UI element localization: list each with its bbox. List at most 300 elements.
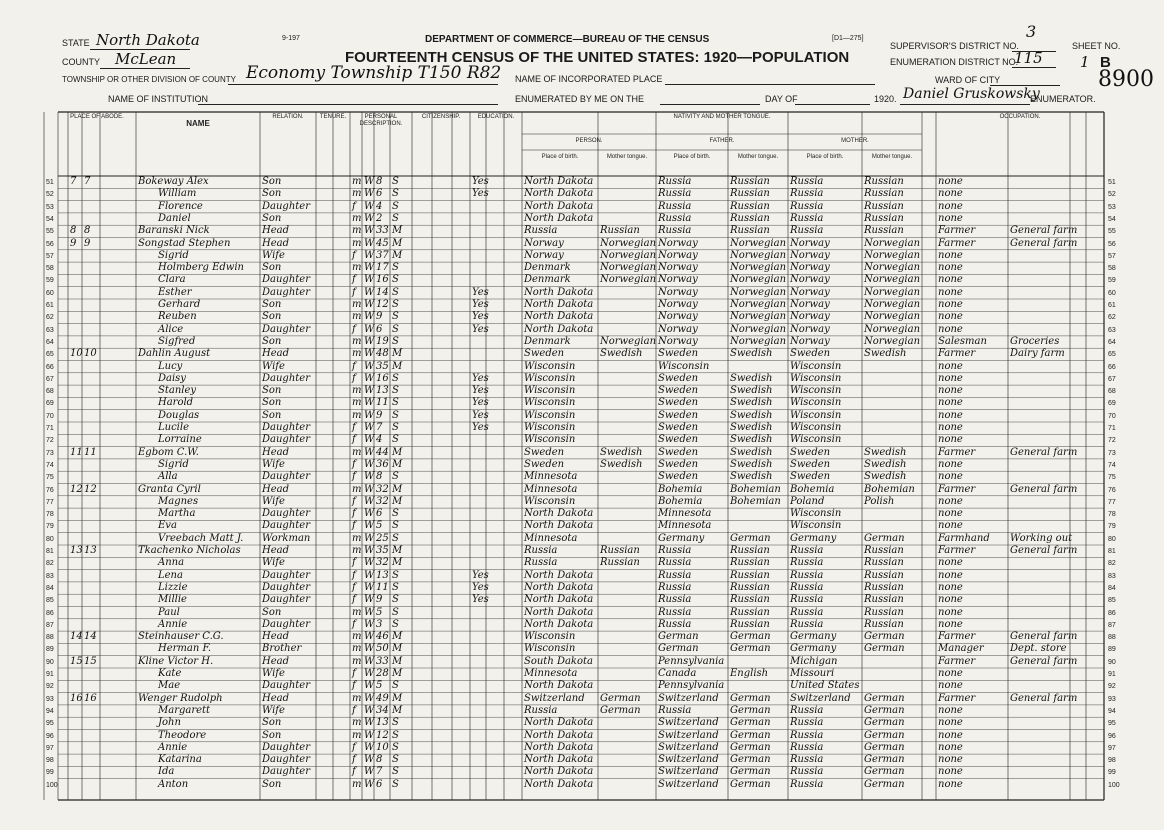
line-number-right: 58 [1108,265,1116,273]
cell-industry: General farm [1010,483,1078,495]
cell-birthplace: Denmark [524,335,571,347]
cell-sex: m [352,299,362,310]
cell-sex: f [352,668,356,679]
cell-age: 12 [376,299,389,310]
cell-birthplace: North Dakota [524,508,594,520]
cell-name: John [158,717,181,729]
cell-occupation: Farmer [938,655,976,667]
line-number-right: 56 [1108,240,1116,248]
cell-tongue: Russian [600,557,640,569]
cell-marital: S [392,299,399,310]
cell-relation: Head [262,237,290,249]
cell-name: Holmberg Edwin [158,262,245,274]
cell-father-tongue: Swedish [730,434,773,446]
cell-birthplace: Minnesota [524,532,578,544]
cell-relation: Son [262,397,282,409]
cell-race: W [364,557,375,569]
cell-occupation: none [938,668,963,679]
line-number: 70 [46,412,54,420]
cell-mother-birth: Norway [790,262,830,274]
cell-mother-tongue: German [864,532,905,544]
cell-sex: m [352,717,362,729]
cell-family: 13 [84,545,97,556]
cell-race: W [364,422,375,433]
cell-relation: Wife [262,249,285,261]
cell-tongue: Swedish [600,348,643,360]
cell-marital: S [392,778,399,790]
cell-birthplace: Wisconsin [524,385,576,397]
line-number: 85 [46,597,54,605]
cell-tongue: Swedish [600,458,643,470]
cell-name: Lucile [158,422,189,433]
cell-school: Yes [472,594,489,606]
cell-father-birth: Switzerland [658,766,719,778]
cell-race: W [364,778,375,790]
cell-industry: General farm [1010,237,1078,249]
cell-father-tongue: Norwegian [730,335,787,347]
cell-occupation: none [938,520,963,532]
cell-race: W [364,471,375,483]
cell-mother-birth: Wisconsin [790,422,842,433]
line-number: 57 [46,252,54,260]
cell-age: 44 [376,446,389,458]
line-number: 95 [46,720,54,728]
cell-industry: General farm [1010,545,1078,556]
cell-age: 8 [376,754,383,766]
cell-name: Clara [158,274,186,286]
cell-name: Bokeway Alex [138,176,209,187]
cell-occupation: none [938,557,963,569]
cell-sex: f [352,422,356,433]
cell-mother-birth: Norway [790,299,830,310]
cell-marital: S [392,262,399,274]
cell-marital: S [392,397,399,409]
cell-birthplace: Denmark [524,262,571,274]
cell-name: Reuben [158,311,197,323]
cell-mother-tongue: Russian [864,176,904,187]
cell-relation: Daughter [262,372,310,384]
cell-name: Douglas [158,409,200,421]
line-number: 76 [46,486,54,494]
cell-birthplace: Sweden [524,446,565,458]
cell-sex: f [352,594,356,606]
cell-family: 14 [84,631,97,643]
cell-father-tongue: Norwegian [730,262,787,274]
cell-mother-tongue: Norwegian [864,237,921,249]
cell-name: William [158,188,197,200]
cell-sex: m [352,348,362,360]
cell-birthplace: Wisconsin [524,397,576,409]
cell-mother-birth: Wisconsin [790,385,842,397]
ward-label: WARD OF CITY [935,75,1001,85]
line-number-right: 89 [1108,646,1116,654]
line-number: 64 [46,338,54,346]
cell-father-birth: Pennsylvania [658,655,725,667]
cell-name: Lorraine [158,434,202,446]
cell-tongue: Norwegian [600,335,657,347]
cell-birthplace: North Dakota [524,606,594,618]
cell-mother-tongue: Norwegian [864,286,921,298]
line-number: 82 [46,560,54,568]
cell-mother-birth: Germany [790,643,837,655]
cell-marital: S [392,766,399,778]
cell-mother-tongue: Norwegian [864,299,921,310]
cell-industry: General farm [1010,225,1078,237]
cell-tongue: German [600,692,641,704]
line-number: 55 [46,228,54,236]
mother-tongue-header: Mother tongue. [871,154,913,160]
cell-race: W [364,545,375,556]
line-number: 74 [46,461,54,469]
cell-race: W [364,692,375,704]
cell-father-tongue: Russian [730,569,770,581]
cell-mother-birth: Norway [790,237,830,249]
cell-age: 3 [376,618,383,630]
cell-sex: f [352,495,356,507]
cell-relation: Head [262,655,290,667]
cell-age: 25 [376,532,389,544]
cell-mother-tongue: German [864,643,905,655]
cell-relation: Son [262,299,282,310]
county-value: McLean [115,50,177,68]
cell-father-birth: Russia [658,225,692,237]
cell-occupation: Farmer [938,446,976,458]
line-number-right: 93 [1108,695,1116,703]
cell-mother-birth: Wisconsin [790,409,842,421]
cell-marital: S [392,569,399,581]
line-number-right: 91 [1108,671,1116,678]
cell-occupation: none [938,606,963,618]
cell-relation: Head [262,692,290,704]
cell-father-birth: Sweden [658,458,699,470]
cell-father-birth: Germany [658,532,705,544]
cell-sex: m [352,729,362,741]
cell-mother-tongue: Norwegian [864,323,921,335]
cell-mother-tongue: Norwegian [864,249,921,261]
cell-occupation: none [938,409,963,421]
line-number-right: 59 [1108,277,1116,285]
cell-school: Yes [472,397,489,409]
cell-relation: Daughter [262,471,310,483]
cell-tongue: German [600,704,641,716]
cell-name: Annie [158,618,188,630]
cell-mother-tongue: Swedish [864,446,907,458]
cell-school: Yes [472,299,489,310]
cell-father-birth: Norway [658,274,698,286]
cell-occupation: none [938,299,963,310]
cell-race: W [364,754,375,766]
cell-name: Wenger Rudolph [138,692,223,704]
cell-birthplace: North Dakota [524,680,594,692]
cell-father-birth: Sweden [658,372,699,384]
cell-mother-tongue: Russian [864,594,904,606]
cell-age: 28 [376,668,389,679]
cell-age: 32 [376,495,389,507]
cell-sex: m [352,409,362,421]
cell-sex: m [352,225,362,237]
line-number: 60 [46,289,54,297]
cell-birthplace: South Dakota [524,655,593,667]
cell-mother-tongue: German [864,766,905,778]
line-number: 66 [46,363,54,371]
cell-sex: m [352,212,362,224]
cell-mother-birth: Wisconsin [790,434,842,446]
cell-occupation: none [938,323,963,335]
cell-age: 17 [376,262,389,274]
cell-sex: f [352,200,356,212]
cell-mother-tongue: Norwegian [864,262,921,274]
cell-age: 37 [376,249,389,261]
cell-race: W [364,200,375,212]
cell-mother-birth: Russia [790,741,824,753]
cell-mother-birth: Russia [790,704,824,716]
line-number: 88 [46,634,54,642]
cell-birthplace: North Dakota [524,212,594,224]
cell-father-tongue: Russian [730,200,770,212]
cell-family: 9 [84,237,91,249]
cell-age: 2 [376,212,383,224]
cell-marital: S [392,680,399,692]
cell-family: 7 [84,176,91,187]
cell-marital: S [392,594,399,606]
supervisor-no: 3 [1026,22,1037,41]
cell-race: W [364,385,375,397]
cell-sex: f [352,458,356,470]
cell-race: W [364,495,375,507]
cell-name: Kline Victor H. [138,655,214,667]
cell-occupation: none [938,778,963,790]
cell-race: W [364,668,375,679]
line-number: 53 [46,203,54,211]
cell-family: 10 [84,348,97,360]
cell-sex: f [352,754,356,766]
cell-school: Yes [472,188,489,200]
cell-sex: m [352,446,362,458]
cell-race: W [364,569,375,581]
cell-relation: Daughter [262,569,310,581]
cell-birthplace: North Dakota [524,176,594,187]
cell-name: Margarett [158,704,211,716]
cell-tongue: Norwegian [600,274,657,286]
cell-occupation: none [938,212,963,224]
cell-occupation: Farmer [938,483,976,495]
cell-sex: m [352,778,362,790]
father-birth-header: Place of birth. [673,154,711,160]
cell-mother-birth: Russia [790,212,824,224]
cell-family: 15 [84,655,97,667]
cell-race: W [364,311,375,323]
cell-sex: f [352,569,356,581]
cell-sex: m [352,311,362,323]
line-number-right: 67 [1108,375,1116,383]
cell-marital: S [392,471,399,483]
cell-race: W [364,729,375,741]
line-number: 52 [46,191,54,199]
cell-industry: General farm [1010,692,1078,704]
cell-occupation: none [938,311,963,323]
cell-occupation: Farmer [938,545,976,556]
line-number-right: 97 [1108,744,1116,752]
cell-marital: M [392,631,403,643]
line-number: 56 [46,240,54,248]
cell-sex: f [352,249,356,261]
line-number-right: 78 [1108,511,1116,519]
cell-race: W [364,286,375,298]
cell-mother-tongue: German [864,729,905,741]
line-number-right: 62 [1108,314,1116,322]
cell-sex: f [352,323,356,335]
incorporated-label: NAME OF INCORPORATED PLACE [515,74,663,84]
line-number-right: 51 [1108,179,1116,186]
cell-mother-tongue: Russian [864,557,904,569]
cell-birthplace: North Dakota [524,594,594,606]
line-number-right: 61 [1108,302,1116,309]
cell-marital: S [392,422,399,433]
cell-sex: m [352,631,362,643]
cell-tongue: Russian [600,225,640,237]
cell-occupation: none [938,188,963,200]
cell-name: Magnes [158,495,199,507]
cell-age: 8 [376,176,383,187]
cell-race: W [364,680,375,692]
cell-age: 6 [376,508,383,520]
cell-age: 5 [376,520,383,532]
cell-father-birth: Wisconsin [658,360,710,372]
cell-father-tongue: Russian [730,225,770,237]
line-number-right: 81 [1108,548,1116,555]
line-number-right: 82 [1108,560,1116,568]
line-number: 87 [46,621,54,629]
district-label: ENUMERATION DISTRICT NO. [890,57,1019,67]
cell-age: 35 [376,545,389,556]
cell-relation: Son [262,778,282,790]
cell-name: Alice [158,323,184,335]
cell-father-birth: Minnesota [658,520,712,532]
line-number: 96 [46,732,54,740]
cell-age: 9 [376,409,383,421]
cell-occupation: none [938,766,963,778]
cell-name: Granta Cyril [138,483,201,495]
cell-birthplace: North Dakota [524,581,594,593]
cell-industry: Groceries [1010,335,1060,347]
cell-relation: Son [262,212,282,224]
line-number-right: 73 [1108,449,1116,457]
cell-father-tongue: Russian [730,594,770,606]
cell-mother-birth: Russia [790,545,824,556]
cell-sex: m [352,545,362,556]
county-label: COUNTY [62,57,100,67]
cell-age: 9 [376,311,383,323]
line-number: 98 [46,757,54,765]
cell-age: 8 [376,471,383,483]
cell-relation: Wife [262,704,285,716]
cell-marital: S [392,754,399,766]
year-label: 1920. [874,94,897,104]
cell-age: 16 [376,372,389,384]
father-header: FATHER. [709,138,735,144]
cell-mother-tongue: German [864,692,905,704]
cell-mother-birth: Missouri [790,668,835,679]
cell-relation: Daughter [262,680,310,692]
line-number-right: 55 [1108,228,1116,236]
cell-name: Daisy [158,372,186,384]
cell-race: W [364,446,375,458]
cell-father-tongue: Russian [730,545,770,556]
cell-mother-tongue: Polish [864,495,895,507]
institution-label: NAME OF INSTITUTION [108,94,208,104]
cell-age: 35 [376,360,389,372]
line-number-right: 54 [1108,215,1116,223]
township-label: TOWNSHIP OR OTHER DIVISION OF COUNTY [62,75,236,84]
line-number-right: 98 [1108,757,1116,765]
line-number-right: 90 [1108,658,1116,666]
cell-birthplace: North Dakota [524,520,594,532]
cell-marital: M [392,237,403,249]
cell-father-birth: Russia [658,581,692,593]
cell-age: 19 [376,335,389,347]
cell-birthplace: North Dakota [524,323,594,335]
form-number: 9-197 [282,35,300,42]
cell-tongue: Norwegian [600,237,657,249]
cell-father-tongue: Bohemian [730,483,781,495]
line-number-right: 95 [1108,720,1116,728]
cell-father-birth: Bohemia [658,483,703,495]
cell-school: Yes [472,569,489,581]
line-number-right: 99 [1108,769,1116,777]
name-header: NAME [186,119,210,128]
cell-age: 7 [376,766,383,778]
cell-relation: Son [262,188,282,200]
cell-birthplace: North Dakota [524,188,594,200]
cell-school: Yes [472,422,489,433]
cell-father-tongue: Bohemian [730,495,781,507]
cell-father-birth: Russia [658,594,692,606]
cell-occupation: none [938,754,963,766]
cell-race: W [364,704,375,716]
cell-occupation: none [938,176,963,187]
cell-name: Anna [158,557,185,569]
cell-mother-birth: Russia [790,778,824,790]
cell-race: W [364,323,375,335]
cell-father-tongue: Russian [730,188,770,200]
line-number-right: 71 [1108,425,1116,432]
cell-age: 12 [376,729,389,741]
cell-father-tongue: Norwegian [730,299,787,310]
cell-father-birth: Canada [658,668,697,679]
cell-race: W [364,594,375,606]
cell-mother-tongue: Norwegian [864,335,921,347]
cell-mother-birth: Russia [790,618,824,630]
line-number-right: 69 [1108,400,1116,408]
cell-marital: S [392,508,399,520]
line-number-right: 64 [1108,338,1116,346]
education-header: EDUCATION. [477,114,515,120]
line-number: 51 [46,179,54,186]
cell-name: Ida [158,766,175,778]
cell-name: Martha [158,508,196,520]
cell-race: W [364,237,375,249]
department: DEPARTMENT OF COMMERCE—BUREAU OF THE CENSUS [425,34,710,45]
cell-sex: f [352,618,356,630]
cell-sex: m [352,237,362,249]
cell-marital: S [392,200,399,212]
cell-mother-tongue: Russian [864,618,904,630]
cell-relation: Son [262,262,282,274]
cell-mother-tongue: Russian [864,545,904,556]
cell-age: 14 [376,286,389,298]
cell-relation: Daughter [262,200,310,212]
cell-father-birth: Russia [658,545,692,556]
